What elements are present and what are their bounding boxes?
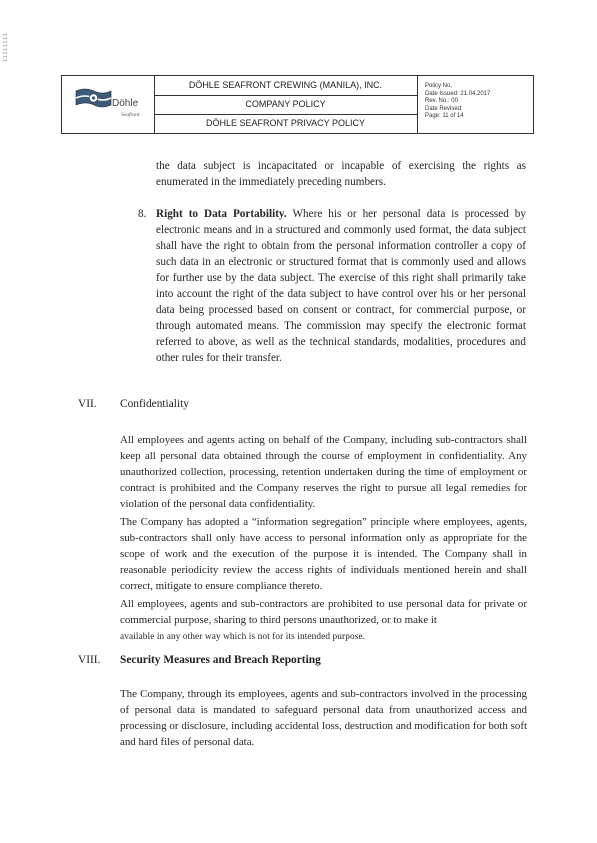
paragraph-3-last-line: available in any other way which is not for its intended purpose.	[120, 632, 366, 642]
document-type: COMPANY POLICY	[154, 95, 417, 115]
item-8-number: 8.	[138, 208, 147, 220]
company-logo	[62, 76, 155, 133]
company-name: DÖHLE SEAFRONT CREWING (MANILA), INC.	[154, 76, 417, 96]
paragraph-3-text: All employees, agents and sub-contractors are prohibited to use personal data for private or commercial purpose, sharing to third persons unauthorized, or to make it	[120, 598, 527, 626]
section-number: VIII.	[78, 654, 101, 666]
date-revised: Date Revised:	[425, 105, 463, 112]
flag-logo-icon	[75, 87, 112, 109]
page-number: Page: 11 of 14	[425, 113, 464, 119]
confidentiality-paragraph-2: The Company has adopted a “information segregation” principle where employees, agents, sub-contractors shall only have access to personal information only as appropriate for the scope of work and the execution of the purpose it is intended. The Company shall in reasonable periodicity review the access rights of individuals mentioned herein and shall correct, mitigate to ensure compliance thereto.	[120, 516, 527, 592]
policy-no: Policy No.	[425, 83, 453, 89]
rev-no: Rev. No.: 00	[425, 98, 458, 104]
section-title: Confidentiality	[120, 398, 189, 410]
policy-meta	[425, 83, 490, 121]
date-issued: Date Issued: 21.04.2017	[425, 90, 491, 97]
confidentiality-paragraph-3	[120, 596, 527, 645]
logo-name: Döhle	[112, 98, 139, 109]
item-8-paragraph	[156, 206, 526, 366]
section-vii-heading	[78, 398, 528, 414]
section-title: Security Measures and Breach Reporting	[120, 654, 321, 666]
item-8-text: Where his or her personal data is processed by electronic means and in a structured and commonly used format, the data subject shall have the right to obtain from the personal information controller a copy of such data in an electronic or structured format that is commonly used and allows for further use by the data subject. The exercise of this right shall primarily take into account the right of the data subject to have control over his or her personal data being processed based on consent or contract, for commercial purpose, or through automated means. The commission may specify the electronic format referred to above, as well as the technical standards, modalities, procedures and other rules for their transfer.	[156, 208, 526, 364]
security-paragraph-1: The Company, through its employees, agents and sub-contractors involved in the processing of personal data is mandated to safeguard personal data from unauthorized access and processing or disclosure, including accidental loss, destruction and modification for both soft and hard files of personal data.	[120, 688, 527, 748]
logo-subtitle: Seafront	[121, 112, 140, 118]
header-titles	[154, 76, 418, 133]
section-viii-heading	[78, 654, 528, 670]
item-8-title: Right to Data Portability.	[156, 208, 287, 220]
intro-paragraph: the data subject is incapacitated or incapable of exercising the rights as enumerated in the immediately preceding numbers.	[156, 160, 526, 188]
policy-title: DÖHLE SEAFRONT PRIVACY POLICY	[205, 118, 366, 128]
document-header	[61, 75, 534, 134]
margin-stamp: 11111111	[3, 32, 9, 62]
section-number: VII.	[78, 398, 97, 410]
confidentiality-paragraph-1: All employees and agents acting on behalf of the Company, including sub-contractors shall keep all personal data obtained through the course of employment in confidentiality. Any unauthorized collection, processing, retention undertaken during the time of employment or contract is prohibited and the Company reserves the right to pursue all legal remedies for violation of the personal data confidentiality.	[120, 434, 527, 510]
